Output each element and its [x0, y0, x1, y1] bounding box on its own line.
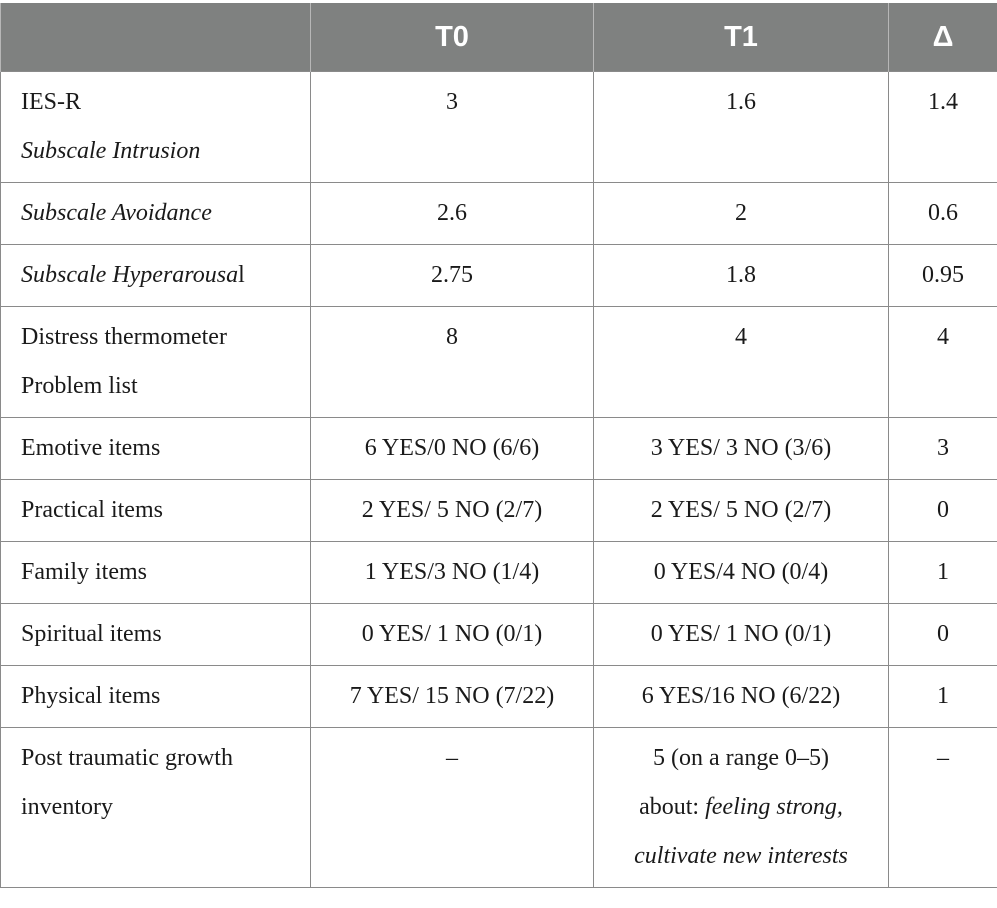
cell-t1: 6 YES/16 NO (6/22) — [594, 666, 889, 728]
cell-t1-italic: cultivate new interests — [604, 832, 878, 881]
cell-t0: 2.6 — [311, 183, 594, 245]
cell-t1: 4 — [594, 307, 889, 418]
cell-t0: – — [311, 728, 594, 888]
cell-delta: – — [889, 728, 997, 888]
results-table — [0, 3, 997, 888]
cell-delta: 3 — [889, 418, 997, 480]
cell-t1-line — [604, 783, 878, 832]
table-row — [1, 245, 997, 307]
cell-delta: 1.4 — [889, 72, 997, 183]
cell-delta: 0 — [889, 480, 997, 542]
row-label — [1, 728, 311, 888]
cell-t0: 3 — [311, 72, 594, 183]
header-row — [1, 3, 997, 72]
row-label-subscale: Subscale Avoidance — [21, 200, 212, 226]
row-label-line: inventory — [21, 783, 300, 832]
row-label-subscale: Subscale Intrusion — [21, 127, 300, 176]
cell-t1: 1.6 — [594, 72, 889, 183]
cell-delta: 4 — [889, 307, 997, 418]
table-row — [1, 307, 997, 418]
cell-t1-italic: feeling strong, — [705, 794, 843, 820]
row-label-line: Problem list — [21, 362, 300, 411]
row-label-subscale: Subscale Hyperarousa — [21, 262, 238, 288]
row-label: Physical items — [1, 666, 311, 728]
table-row — [1, 480, 997, 542]
table-row — [1, 728, 997, 888]
table-row — [1, 72, 997, 183]
header-t0: T0 — [311, 3, 594, 72]
cell-t1-prefix: about: — [639, 794, 705, 820]
cell-t0: 2 YES/ 5 NO (2/7) — [311, 480, 594, 542]
table-row — [1, 666, 997, 728]
table-row — [1, 418, 997, 480]
table-row — [1, 542, 997, 604]
cell-t0: 1 YES/3 NO (1/4) — [311, 542, 594, 604]
header-measure — [1, 3, 311, 72]
cell-delta: 0 — [889, 604, 997, 666]
cell-delta: 0.95 — [889, 245, 997, 307]
cell-t0: 7 YES/ 15 NO (7/22) — [311, 666, 594, 728]
cell-t1: 3 YES/ 3 NO (3/6) — [594, 418, 889, 480]
header-t1: T1 — [594, 3, 889, 72]
row-label — [1, 245, 311, 307]
cell-t1: 1.8 — [594, 245, 889, 307]
row-label-suffix: l — [238, 262, 245, 288]
row-label — [1, 183, 311, 245]
header-delta: Δ — [889, 3, 997, 72]
cell-t0: 2.75 — [311, 245, 594, 307]
cell-delta: 1 — [889, 542, 997, 604]
cell-delta: 1 — [889, 666, 997, 728]
row-label: Family items — [1, 542, 311, 604]
cell-t1: 2 YES/ 5 NO (2/7) — [594, 480, 889, 542]
row-label-line: Post traumatic growth — [21, 734, 300, 783]
cell-t1 — [594, 728, 889, 888]
row-label — [1, 307, 311, 418]
cell-delta: 0.6 — [889, 183, 997, 245]
cell-t0: 8 — [311, 307, 594, 418]
row-label-line: IES-R — [21, 78, 300, 127]
cell-t1-line: 5 (on a range 0–5) — [604, 734, 878, 783]
row-label: Practical items — [1, 480, 311, 542]
cell-t1: 2 — [594, 183, 889, 245]
row-label-line: Distress thermometer — [21, 313, 300, 362]
cell-t0: 0 YES/ 1 NO (0/1) — [311, 604, 594, 666]
row-label: Spiritual items — [1, 604, 311, 666]
row-label: Emotive items — [1, 418, 311, 480]
cell-t1: 0 YES/ 1 NO (0/1) — [594, 604, 889, 666]
row-label — [1, 72, 311, 183]
cell-t1: 0 YES/4 NO (0/4) — [594, 542, 889, 604]
table-row — [1, 604, 997, 666]
table-row — [1, 183, 997, 245]
cell-t0: 6 YES/0 NO (6/6) — [311, 418, 594, 480]
